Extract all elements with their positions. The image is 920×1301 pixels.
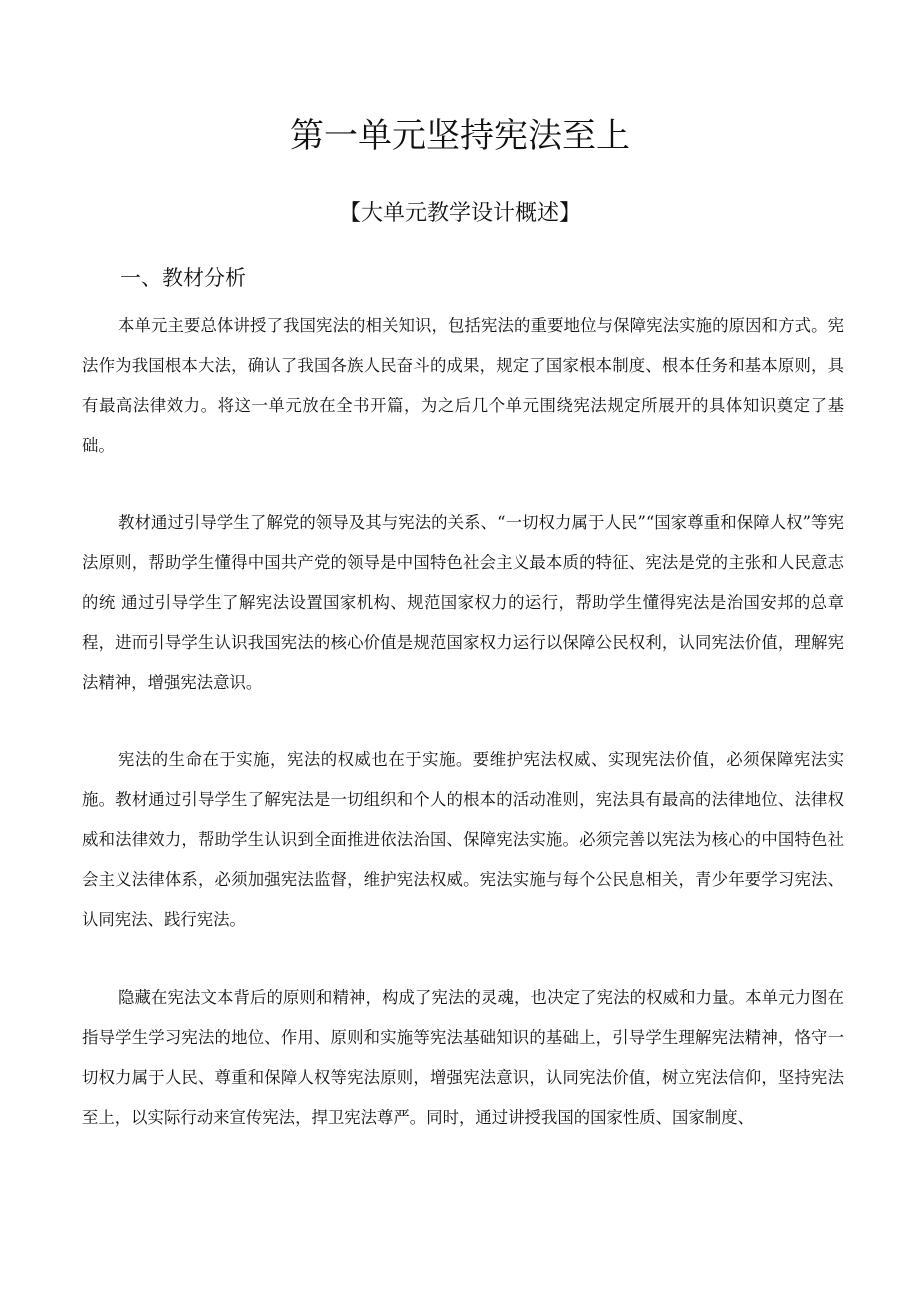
section-heading: 一、教材分析 — [120, 266, 246, 290]
body-paragraph: 本单元主要总体讲授了我国宪法的相关知识，包括宪法的重要地位与保障宪法实施的原因和方式。宪法作为我国根本大法，确认了我国各族人民奋斗的成果，规定了国家根本制度、根本任务和基本原则，具有最高法律效力。将这一单元放在全书开篇，为之后几个单元围绕宪法规定所展开的具体知识奠定了基础。 — [82, 316, 844, 455]
document-subtitle: 【大单元教学设计概述】 — [338, 201, 581, 226]
body-paragraph: 隐藏在宪法文本背后的原则和精神，构成了宪法的灵魂，也决定了宪法的权威和力量。本单元力图在指导学生学习宪法的地位、作用、原则和实施等宪法基础知识的基础上，引导学生理解宪法精神，恪守一切权力属于人民、尊重和保障人权等宪法原则，增强宪法意识，认同宪法价值，树立宪法信仰，坚持宪法至上，以实际行动来宣传宪法，捍卫宪法尊严。同时，通过讲授我国的国家性质、国家制度、 — [82, 988, 844, 1127]
body-paragraph: 宪法的生命在于实施，宪法的权威也在于实施。要维护宪法权威、实现宪法价值，必须保障宪法实施。教材通过引导学生了解宪法是一切组织和个人的根本的活动准则，宪法具有最高的法律地位、法律权威和法律效力，帮助学生认识到全面推进依法治国、保障宪法实施。必须完善以宪法为核心的中国特色社会主义法律体系，必须加强宪法监督，维护宪法权威。宪法实施与每个公民息相关，青少年要学习宪法、认同宪法、践行宪法。 — [82, 750, 844, 929]
body-paragraph: 教材通过引导学生了解党的领导及其与宪法的关系、“一切权力属于人民”“国家尊重和保障人权”等宪法原则，帮助学生懂得中国共产党的领导是中国特色社会主义最本质的特征、宪法是党的主张和人民意志的统 通过引导学生了解宪法设置国家机构、规范国家权力的运行，帮助学生懂得宪法是治国安邦的总章程，进而引导学生认识我国宪法的核心价值是规范国家权力运行以保障公民权利，认同宪法价值，理解宪法精神，增强宪法意识。 — [82, 513, 844, 692]
document-title: 第一单元坚持宪法至上 — [290, 116, 630, 156]
